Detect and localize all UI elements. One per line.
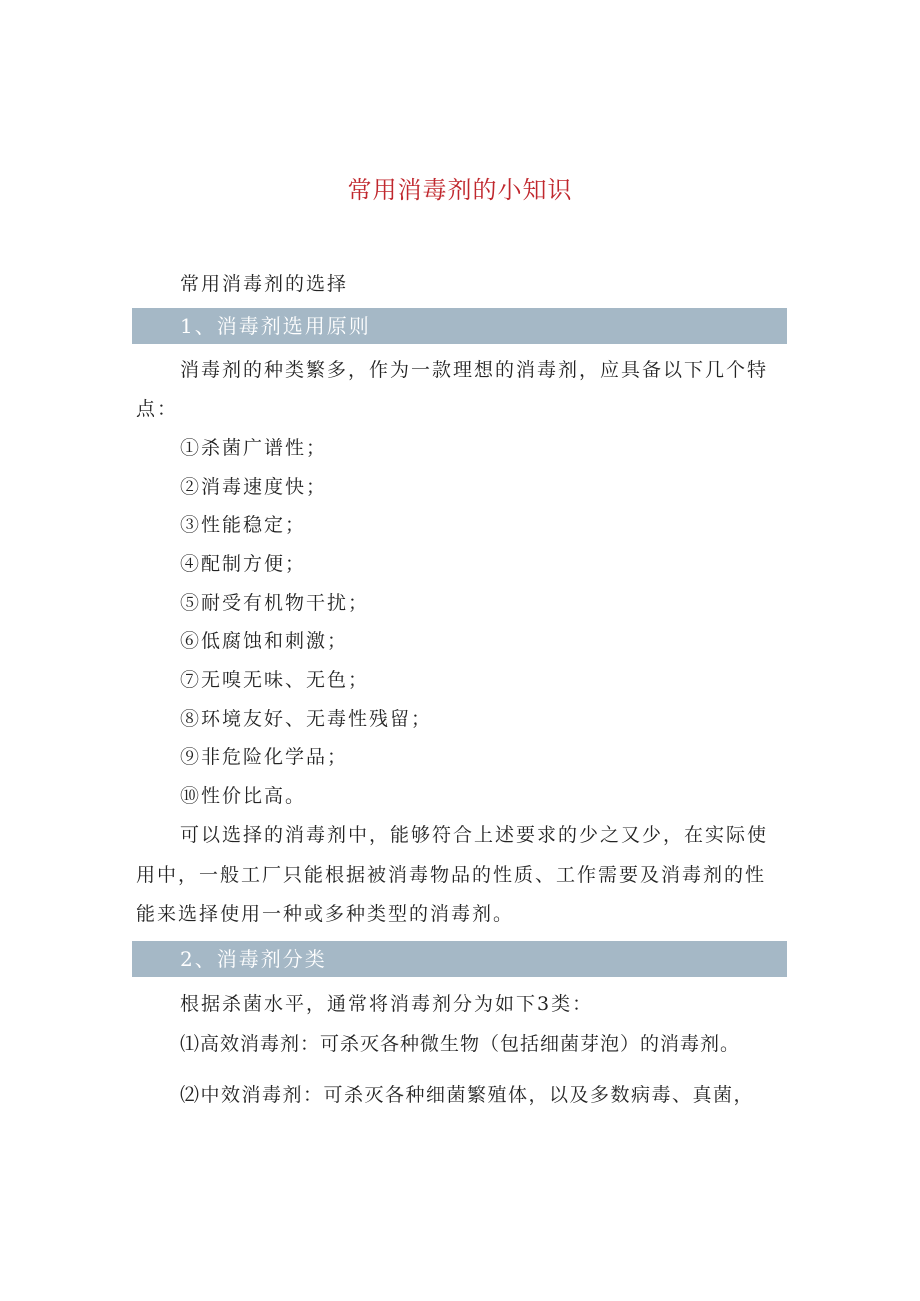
list-item: ③性能稳定；	[180, 514, 307, 536]
section1-closing-line1: 可以选择的消毒剂中，能够符合上述要求的少之又少，在实际使	[180, 824, 769, 846]
section1-heading: 1、消毒剂选用原则	[180, 314, 371, 338]
list-item: ⑥低腐蚀和刺激；	[180, 630, 349, 652]
list-item: ⑩性价比高。	[180, 785, 307, 807]
section2-item2: ⑵中效消毒剂：可杀灭各种细菌繁殖体，以及多数病毒、真菌，	[180, 1084, 755, 1106]
intro-heading: 常用消毒剂的选择	[180, 273, 349, 295]
section1-closing-line2: 用中，一般工厂只能根据被消毒物品的性质、工作需要及消毒剂的性	[136, 864, 767, 886]
section1-closing-line3: 能来选择使用一种或多种类型的消毒剂。	[136, 903, 515, 925]
list-item: ②消毒速度快；	[180, 476, 328, 498]
section2-lead: 根据杀菌水平，通常将消毒剂分为如下3类：	[180, 993, 594, 1015]
list-item: ④配制方便；	[180, 553, 307, 575]
section1-paragraph-line2: 点：	[136, 398, 179, 420]
section1-heading-bar	[132, 308, 787, 344]
document-title: 常用消毒剂的小知识	[347, 176, 573, 204]
list-item: ①杀菌广谱性；	[180, 437, 328, 459]
list-item: ⑧环境友好、无毒性残留；	[180, 708, 433, 730]
section2-heading: 2、消毒剂分类	[180, 947, 327, 971]
section2-heading-bar	[132, 941, 787, 977]
section1-paragraph-line1: 消毒剂的种类繁多，作为一款理想的消毒剂，应具备以下几个特	[180, 359, 769, 381]
section2-item1: ⑴高效消毒剂：可杀灭各种微生物（包括细菌芽泡）的消毒剂。	[180, 1033, 741, 1055]
list-item: ⑤耐受有机物干扰；	[180, 592, 370, 614]
list-item: ⑨非危险化学品；	[180, 746, 349, 768]
list-item: ⑦无嗅无味、无色；	[180, 669, 370, 691]
